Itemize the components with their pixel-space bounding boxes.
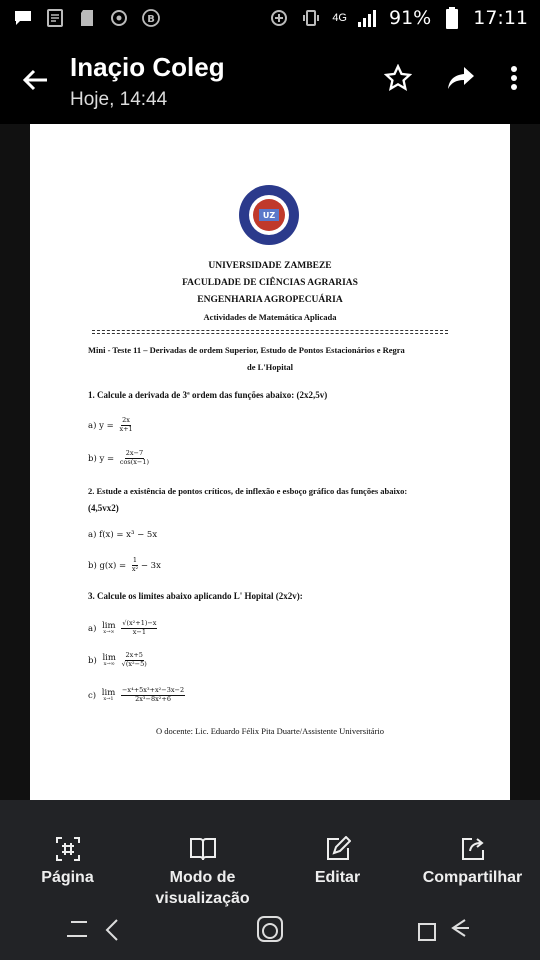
edit-label: Editar — [314, 869, 361, 886]
header-line-4: Actividades de Matemática Aplicada — [203, 312, 337, 322]
divider — [92, 333, 448, 334]
q3-b: b) lim x→∞ $\frac{2x+5}{\text{√(x²−5)}}$ — [88, 651, 147, 668]
system-icons — [268, 7, 528, 29]
title-block — [70, 50, 384, 111]
question-2: 2. Estude a existência de pontos críticos, de inflexão e esboço gráfico das funções abaixo: — [88, 486, 408, 496]
signal-icon — [357, 7, 379, 29]
recents-icon — [65, 914, 125, 944]
accessibility-icon — [108, 7, 130, 29]
back-nav-icon — [415, 914, 475, 944]
bottom-action-bar — [0, 800, 540, 960]
more-vert-icon — [510, 65, 518, 91]
header-line-3: ENGENHARIA AGROPECUÁRIA — [197, 295, 343, 305]
app-bar — [0, 36, 540, 124]
vibrate-icon — [300, 7, 322, 29]
more-options-button[interactable] — [510, 65, 518, 96]
clock: 17:11 — [473, 7, 528, 29]
edit-button[interactable] — [270, 836, 405, 889]
q1-b: b) y = $\frac{2x-7}{\cos(x-1)}$ — [88, 449, 150, 466]
svg-text:UZ: UZ — [262, 211, 276, 220]
b-circle-icon — [140, 7, 162, 29]
header-line-1: UNIVERSIDADE ZAMBEZE — [208, 261, 332, 271]
forward-icon — [446, 65, 476, 91]
chat-bubble-icon — [12, 7, 34, 29]
q3-c: c) lim x→1 $\frac{\text{−x⁴+5x³+x²−3x−2}}{\text{2x³−8x²+6}}$ — [88, 686, 185, 703]
status-bar — [0, 0, 540, 36]
date-subtitle: Hoje, 14:44 — [70, 88, 168, 110]
battery-percent: 91% — [389, 7, 432, 29]
signature-line: O docente: Lic. Eduardo Félix Pita Duarte/Assistente Universitário — [155, 726, 385, 736]
data-saver-icon — [268, 7, 290, 29]
home-button[interactable] — [255, 914, 285, 949]
share-icon — [460, 836, 486, 862]
sd-card-icon — [76, 7, 98, 29]
star-button[interactable] — [384, 64, 412, 97]
q2-a: a) f(x) = x³ − 5x — [88, 530, 158, 540]
question-2-cont: (4,5vx2) — [88, 503, 119, 513]
page-button[interactable] — [0, 836, 135, 889]
q3-a: a) lim x→∞ $\frac{\text{√(x²+1)−x}}{x-1}$ — [88, 619, 157, 636]
share-label: Compartilhar — [422, 869, 523, 886]
back-button[interactable] — [0, 36, 70, 124]
notification-icons — [12, 7, 162, 29]
divider — [92, 330, 448, 331]
test-title-cont: de L'Hopital — [246, 362, 294, 372]
view-mode-label: Modo de visualização — [155, 869, 250, 907]
page-hash-icon — [55, 836, 81, 862]
question-3: 3. Calcule os limites abaixo aplicando L' Hopital (2x2v): — [88, 591, 303, 601]
document-page — [30, 124, 510, 800]
book-icon — [189, 836, 217, 862]
recents-button[interactable] — [65, 914, 125, 949]
conversation-title: Inaçio Coleg — [70, 51, 225, 82]
view-mode-button[interactable] — [135, 836, 270, 910]
page-label: Página — [41, 869, 94, 886]
system-nav-bar — [0, 908, 540, 954]
star-icon — [384, 64, 412, 92]
edit-icon — [325, 836, 351, 862]
home-icon — [255, 914, 285, 944]
svg-text:B: B — [147, 14, 155, 25]
app-bar-actions — [384, 64, 540, 97]
arrow-back-icon — [21, 66, 49, 94]
battery-icon — [441, 7, 463, 29]
back-nav-button[interactable] — [415, 914, 475, 949]
q1-a: a) y = $\frac{2x}{x+1}$ — [88, 416, 133, 433]
university-logo — [238, 184, 300, 246]
question-1: 1. Calcule a derivada de 3ª ordem das funções abaixo: (2x2,5v) — [88, 390, 328, 400]
test-title: Mini - Teste 11 – Derivadas de ordem Superior, Estudo de Pontos Estacionários e Regra — [88, 345, 405, 355]
document-icon — [44, 7, 66, 29]
forward-button[interactable] — [446, 65, 476, 96]
share-button[interactable] — [405, 836, 540, 889]
q2-b: b) g(x) = $\frac{1}{\text{x²}}$ − 3x — [88, 556, 161, 573]
image-viewer[interactable] — [0, 124, 540, 800]
network-type: 4G — [332, 12, 347, 24]
header-line-2: FACULDADE DE CIÊNCIAS AGRARIAS — [182, 278, 358, 288]
